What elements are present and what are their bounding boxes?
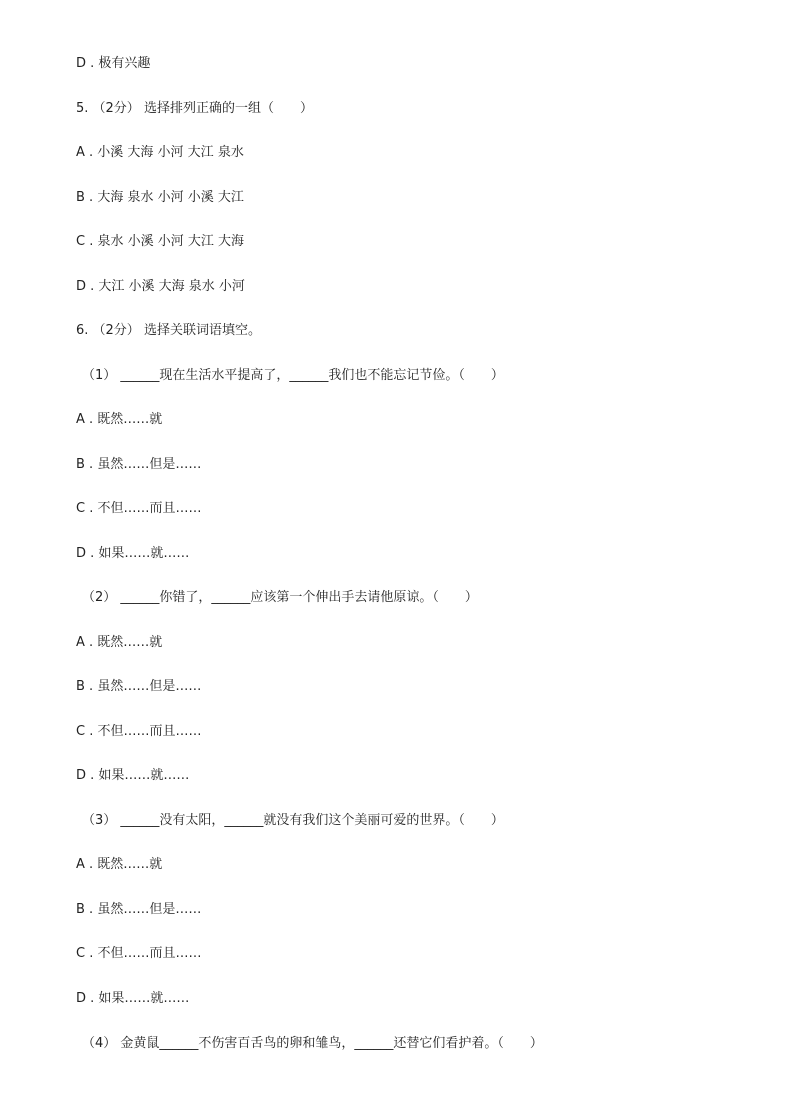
option-d-q4: D . 极有兴趣 [76,56,151,71]
q6-sub-3: （3） ______没有太阳，______就没有我们这个美丽可爱的世界。（ ） [82,813,504,828]
q6-sub-1: （1） ______现在生活水平提高了，______我们也不能忘记节俭。（ ） [82,368,504,383]
q6-sub-2: （2） ______你错了，______应该第一个伸出手去请他原谅。（ ） [82,590,478,605]
question-6-stem: 6. （2分） 选择关联词语填空。 [76,323,261,338]
q6-2-option-b: B . 虽然……但是…… [76,679,202,694]
q6-1-option-c: C . 不但……而且…… [76,501,202,516]
q6-sub-4: （4） 金黄鼠______不伤害百舌鸟的卵和雏鸟，______还替它们看护着。（ ） [82,1036,543,1051]
q6-2-option-a: A . 既然……就 [76,635,163,650]
q5-option-b: B . 大海 泉水 小河 小溪 大江 [76,190,244,205]
q6-3-option-c: C . 不但……而且…… [76,946,202,961]
q6-1-option-b: B . 虽然……但是…… [76,457,202,472]
q6-3-option-a: A . 既然……就 [76,857,163,872]
q6-2-option-d: D . 如果……就…… [76,768,190,783]
q6-3-option-d: D . 如果……就…… [76,991,190,1006]
q5-option-a: A . 小溪 大海 小河 大江 泉水 [76,145,244,160]
q5-option-d: D . 大江 小溪 大海 泉水 小河 [76,279,245,294]
q6-1-option-a: A . 既然……就 [76,412,163,427]
q6-3-option-b: B . 虽然……但是…… [76,902,202,917]
q6-1-option-d: D . 如果……就…… [76,546,190,561]
question-5-stem: 5. （2分） 选择排列正确的一组（ ） [76,101,313,116]
q5-option-c: C . 泉水 小溪 小河 大江 大海 [76,234,245,249]
q6-2-option-c: C . 不但……而且…… [76,724,202,739]
